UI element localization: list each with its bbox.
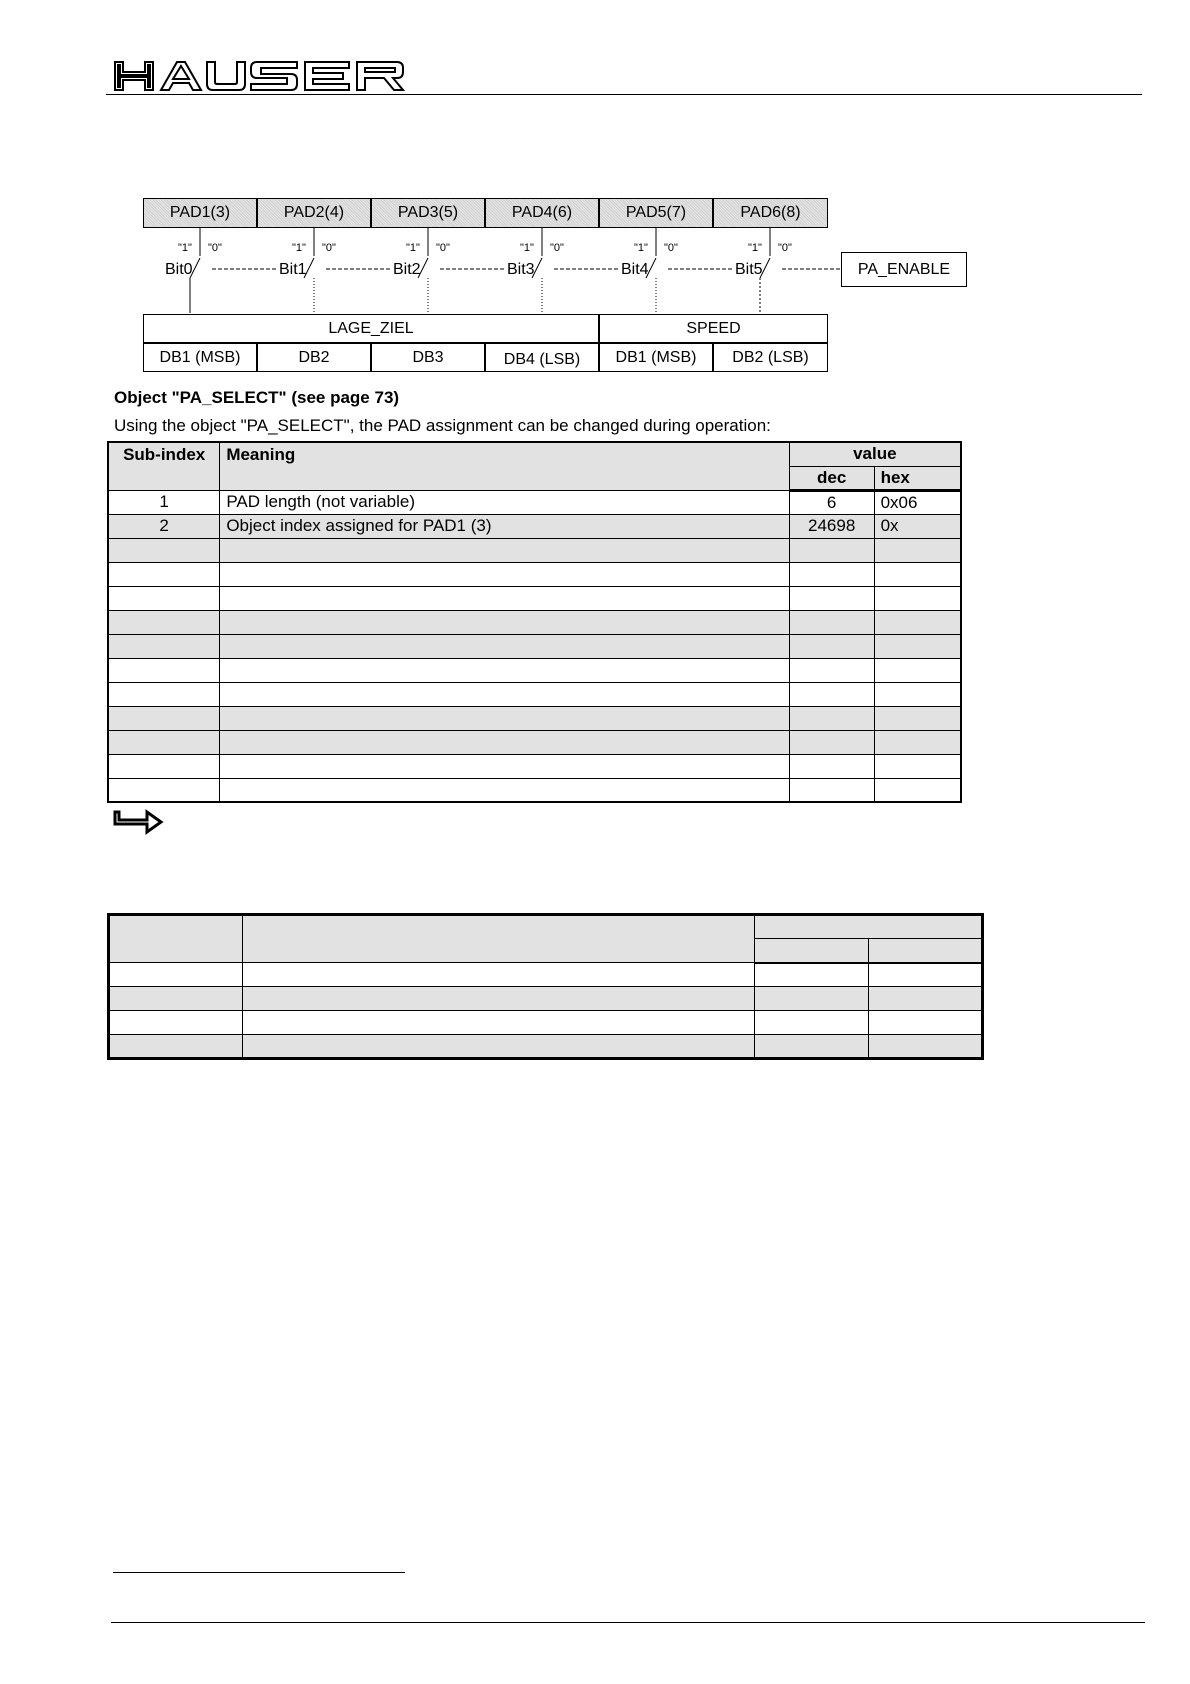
right-arrow-icon — [113, 808, 165, 843]
empty-cell — [242, 963, 754, 987]
cell-subindex — [108, 610, 220, 634]
cell-hex — [874, 634, 961, 658]
empty-header-cell — [754, 915, 982, 939]
byte-cell: DB4 (LSB) — [485, 343, 599, 372]
cell-meaning — [220, 682, 789, 706]
table-row — [108, 562, 961, 586]
table-row — [108, 754, 961, 778]
cell-dec — [789, 682, 874, 706]
cell-subindex — [108, 538, 220, 562]
empty-cell — [754, 963, 868, 987]
switch-on-label: "1" — [292, 242, 306, 254]
bit-label-0: Bit0 — [165, 261, 193, 278]
section-description: Using the object "PA_SELECT", the PAD assignment can be changed during operation: — [114, 416, 771, 435]
cell-meaning — [220, 706, 789, 730]
cell-dec — [789, 730, 874, 754]
empty-cell — [242, 1035, 754, 1059]
byte-row — [143, 343, 828, 372]
cell-meaning — [220, 730, 789, 754]
cell-subindex — [108, 706, 220, 730]
cell-hex: 0x06 — [874, 490, 961, 514]
bit-label-3: Bit3 — [507, 261, 535, 278]
header-rule — [106, 94, 1142, 95]
cell-dec — [789, 706, 874, 730]
cell-subindex — [108, 658, 220, 682]
bit-label-4: Bit4 — [621, 261, 649, 278]
cell-hex — [874, 538, 961, 562]
table-row — [108, 658, 961, 682]
table-row — [109, 963, 983, 987]
pad-cell-5: PAD5(7) — [599, 198, 713, 228]
pa-select-table — [107, 441, 962, 803]
empty-cell — [868, 1035, 982, 1059]
empty-cell — [109, 987, 243, 1011]
cell-meaning: Object index assigned for PAD1 (3) — [220, 514, 789, 538]
footer-rule — [111, 1622, 1145, 1623]
empty-cell — [109, 1011, 243, 1035]
cell-subindex — [108, 730, 220, 754]
table-row — [109, 987, 983, 1011]
cell-dec: 6 — [789, 490, 874, 514]
cell-dec — [789, 610, 874, 634]
table-row — [108, 778, 961, 802]
empty-header-cell — [242, 915, 754, 963]
table-row — [108, 538, 961, 562]
cell-subindex — [108, 562, 220, 586]
empty-cell — [109, 1035, 243, 1059]
cell-meaning — [220, 754, 789, 778]
group-speed: SPEED — [599, 314, 828, 343]
table-row — [108, 514, 961, 538]
hauser-logo — [113, 60, 413, 92]
cell-meaning — [220, 778, 789, 802]
empty-table — [107, 913, 984, 1060]
bit-label-2: Bit2 — [393, 261, 421, 278]
table-row — [108, 730, 961, 754]
header-subindex: Sub-index — [108, 442, 220, 490]
byte-cell: DB1 (MSB) — [143, 343, 257, 372]
pad-cell-3: PAD3(5) — [371, 198, 485, 228]
switch-off-label: "0" — [664, 242, 678, 254]
switch-on-label: "1" — [406, 242, 420, 254]
switch-off-label: "0" — [208, 242, 222, 254]
pad-cell-2: PAD2(4) — [257, 198, 371, 228]
table-row — [108, 634, 961, 658]
cell-subindex — [108, 754, 220, 778]
header-dec: dec — [789, 466, 874, 490]
section-title: Object "PA_SELECT" (see page 73) — [114, 388, 400, 407]
switch-off-label: "0" — [778, 242, 792, 254]
switch-off-label: "0" — [550, 242, 564, 254]
cell-hex — [874, 682, 961, 706]
byte-cell: DB3 — [371, 343, 485, 372]
empty-cell — [754, 987, 868, 1011]
empty-cell — [868, 1011, 982, 1035]
header-meaning: Meaning — [220, 442, 789, 490]
switch-off-label: "0" — [322, 242, 336, 254]
empty-header-cell — [109, 915, 243, 963]
cell-meaning — [220, 586, 789, 610]
table-row — [108, 586, 961, 610]
footnote-rule — [113, 1572, 405, 1573]
switch-on-label: "1" — [520, 242, 534, 254]
cell-meaning — [220, 634, 789, 658]
cell-dec: 24698 — [789, 514, 874, 538]
cell-hex — [874, 586, 961, 610]
cell-hex: 0x — [874, 514, 961, 538]
cell-hex — [874, 658, 961, 682]
group-row — [143, 314, 828, 343]
byte-cell: DB1 (MSB) — [599, 343, 713, 372]
empty-header-cell — [868, 939, 982, 963]
empty-cell — [109, 963, 243, 987]
table-row — [108, 682, 961, 706]
header-hex: hex — [874, 466, 961, 490]
empty-cell — [754, 1011, 868, 1035]
cell-meaning — [220, 610, 789, 634]
cell-subindex — [108, 634, 220, 658]
empty-cell — [868, 987, 982, 1011]
switch-on-label: "1" — [748, 242, 762, 254]
byte-cell: DB2 — [257, 343, 371, 372]
cell-dec — [789, 586, 874, 610]
switch-on-label: "1" — [178, 242, 192, 254]
table-row — [109, 1035, 983, 1059]
cell-dec — [789, 754, 874, 778]
empty-cell — [242, 1011, 754, 1035]
cell-subindex — [108, 682, 220, 706]
cell-meaning — [220, 658, 789, 682]
switch-off-label: "0" — [436, 242, 450, 254]
pad-cell-1: PAD1(3) — [143, 198, 257, 228]
cell-hex — [874, 778, 961, 802]
cell-hex — [874, 706, 961, 730]
cell-dec — [789, 562, 874, 586]
cell-hex — [874, 730, 961, 754]
switch-on-label: "1" — [634, 242, 648, 254]
cell-subindex — [108, 778, 220, 802]
table-row — [108, 490, 961, 514]
header-value: value — [789, 442, 961, 466]
cell-hex — [874, 610, 961, 634]
cell-meaning: PAD length (not variable) — [220, 490, 789, 514]
table-row — [109, 1011, 983, 1035]
cell-hex — [874, 562, 961, 586]
bit-label-1: Bit1 — [279, 261, 307, 278]
cell-meaning — [220, 538, 789, 562]
table-row — [108, 706, 961, 730]
cell-dec — [789, 634, 874, 658]
bit-label-5: Bit5 — [735, 261, 763, 278]
pad-cell-6: PAD6(8) — [713, 198, 828, 228]
table-row — [108, 610, 961, 634]
cell-dec — [789, 658, 874, 682]
empty-cell — [868, 963, 982, 987]
cell-subindex — [108, 586, 220, 610]
cell-dec — [789, 538, 874, 562]
cell-subindex: 1 — [108, 490, 220, 514]
group-lage-ziel: LAGE_ZIEL — [143, 314, 599, 343]
cell-subindex: 2 — [108, 514, 220, 538]
byte-cell: DB2 (LSB) — [713, 343, 828, 372]
empty-cell — [754, 1035, 868, 1059]
cell-dec — [789, 778, 874, 802]
pa-enable-box: PA_ENABLE — [841, 252, 967, 287]
pad-cell-4: PAD4(6) — [485, 198, 599, 228]
empty-cell — [242, 987, 754, 1011]
cell-meaning — [220, 562, 789, 586]
pad-mapping-diagram — [140, 198, 980, 378]
empty-header-cell — [754, 939, 868, 963]
cell-hex — [874, 754, 961, 778]
